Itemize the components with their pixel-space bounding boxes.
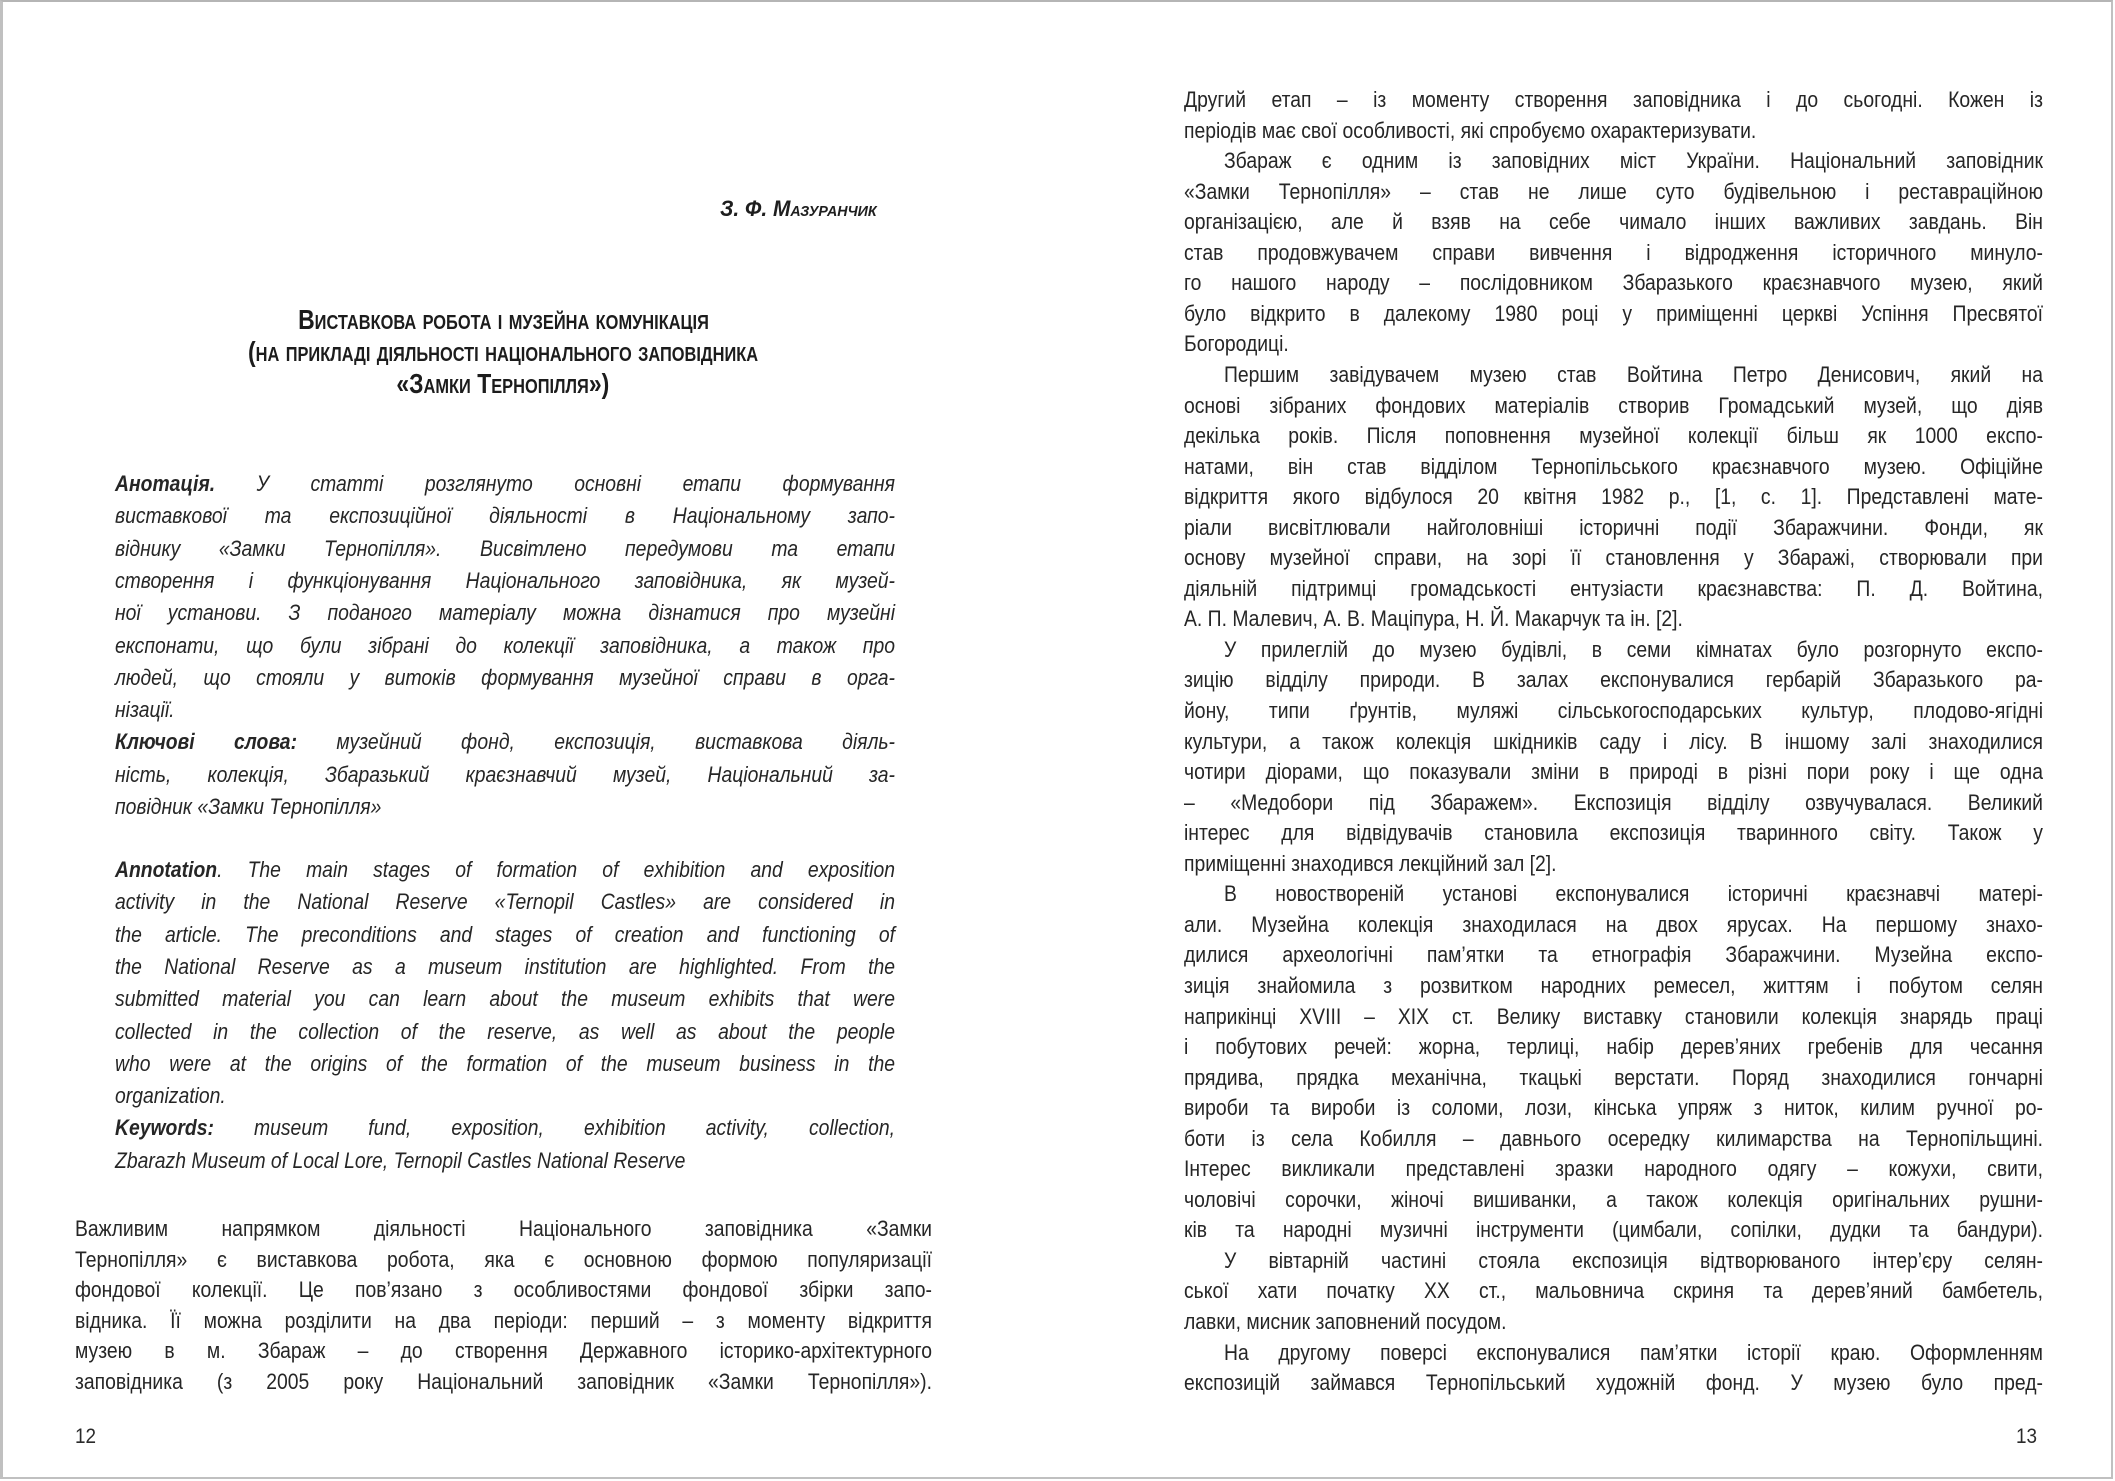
body-line: У вівтарній частині стояла експозиція відтворюваного інтер’єру селян-	[1224, 1247, 2043, 1273]
page-number-left: 12	[75, 1425, 97, 1448]
body-line: Першим завідувачем музею став Войтина Петро Денисович, який на	[1224, 361, 2043, 387]
body-line: У прилеглій до музею будівлі, в семи кімнатах було розгорнуто експо-	[1224, 636, 2043, 662]
body-line: В новоствореній установі експонувалися історичні краєзнавчі матері-	[1224, 881, 2043, 907]
body-line: прядива, прядка механічна, ткацькі верстати. Поряд знаходилися гончарні	[1184, 1064, 2043, 1090]
body-line: основі зібраних фондових матеріалів створив Громадський музей, що діяв	[1184, 392, 2043, 418]
keywords-en-line: Zbarazh Museum of Local Lore, Ternopil Castles National Reserve	[115, 1147, 686, 1173]
keywords-ua-line	[115, 727, 895, 757]
keywords-ua-label: Ключові слова:	[115, 729, 298, 755]
body-line: йону, типи ґрунтів, муляжі сільськогосподарських культур, плодово-ягідні	[1184, 698, 2043, 723]
section-text: У статті розглянуто основні етапи формування	[215, 471, 895, 496]
body-line: діяльній підтримці громадськості ентузіасти краєзнавства: П. Д. Войтина,	[1184, 575, 2043, 601]
body-line: фондової колекції. Це пов’язано з особливостями фондової збірки запо-	[75, 1277, 932, 1302]
body-line: натами, він став відділом Тернопільського краєзнавчого музею. Офіційне	[1184, 453, 2043, 479]
body-line: боти із села Кобилля – давнього осередку килимарства на Тернопільщині.	[1184, 1125, 2043, 1151]
right-page	[1060, 2, 2115, 1477]
annotation-ua-line: виставкової та експозиційної діяльності в Національному запо-	[115, 503, 895, 529]
body-line: ріали висвітлювали найголовніші історичні події Збаражчини. Фонди, як	[1184, 514, 2043, 540]
keywords-en-label: Keywords:	[115, 1115, 214, 1141]
body-line: відкриття якого відбулося 20 квітня 1982 р., [1, с. 1]. Представлені мате-	[1184, 484, 2043, 510]
page-number-right: 13	[2016, 1425, 2038, 1448]
annotation-en-line: activity in the National Reserve «Ternopil Castles» are considered in	[115, 889, 895, 915]
body-line: али. Музейна колекція знаходилася на двох ярусах. На першому знахо-	[1184, 911, 2043, 937]
body-line: експозицій займався Тернопільський художній фонд. У музею було пред-	[1184, 1370, 2043, 1396]
body-line: основу музейної справи, на зорі її становлення у Збаражі, створювали при	[1184, 545, 2043, 571]
body-line: ської хати початку ХХ ст., мальовнича скриня та дерев’яний бамбетель,	[1184, 1278, 2043, 1304]
section-text: museum fund, exposition, exhibition activity, collection,	[213, 1115, 895, 1141]
body-line: Богородиці.	[1184, 331, 1289, 357]
body-line: інтерес для відвідувачів становила експозиція тваринного світу. Також у	[1184, 820, 2043, 846]
article-title-line-2: (на прикладі діяльності національного заповідника	[247, 336, 759, 367]
body-line: зицію відділу природи. В залах експонувалися гербарій Збаразького ра-	[1184, 667, 2043, 693]
body-line: відника. Її можна розділити на два періоди: перший – з моменту відкриття	[75, 1307, 932, 1333]
annotation-ua-line: ної установи. З поданого матеріалу можна дізнатися про музейні	[115, 600, 895, 626]
body-line: культури, а також колекція шкідників саду і лісу. В іншому залі знаходилися	[1184, 728, 2043, 754]
annotation-en-line: collected in the collection of the reserve, as well as about the people	[115, 1018, 895, 1044]
body-line: ків та народні музичні інструменти (цимбали, сопілки, дудки та бандури).	[1184, 1217, 2043, 1243]
annotation-ua-line: експонати, що були зібрані до колекції заповідника, а також про	[115, 632, 895, 658]
body-line: Інтерес викликали представлені зразки народного одягу – кожухи, свити,	[1184, 1156, 2043, 1182]
article-title-line-3: «Замки Тернопілля»)	[396, 368, 610, 399]
section-text: . The main stages of formation of exhibition and exposition	[217, 857, 895, 882]
article-title-line-1: Виставкова робота і музейна комунікація	[297, 304, 709, 335]
body-line: «Замки Тернопілля» – став не лише суто будівельною і реставраційною	[1184, 178, 2043, 204]
annotation-ua-label: Анотація.	[115, 471, 216, 496]
body-line: Другий етап – із моменту створення заповідника і до сьогодні. Кожен із	[1184, 87, 2043, 112]
body-line: А. П. Малевич, А. В. Маціпура, Н. Й. Макарчук та ін. [2].	[1184, 606, 1683, 632]
annotation-ua-line: створення і функціонування Національного заповідника, як музей-	[115, 567, 895, 593]
body-line: наприкінці XVIII – XIX ст. Велику виставку становили колекція знарядь праці	[1184, 1003, 2043, 1029]
annotation-en-line: submitted material you can learn about the museum exhibits that were	[115, 986, 895, 1012]
body-line: дилися археологічні пам’ятки та етнографія Збаражчини. Музейна експо-	[1184, 942, 2043, 968]
article-author: З. Ф. Мазуранчик	[720, 196, 877, 221]
body-line: Збараж є одним із заповідних міст України. Національний заповідник	[1224, 148, 2043, 174]
body-line: На другому поверсі експонувалися пам’ятки історії краю. Оформленням	[1224, 1339, 2043, 1365]
annotation-ua-line: нізації.	[115, 697, 175, 723]
body-line: і побутових речей: жорна, терлиці, набір дерев’яних гребенів для чесання	[1184, 1034, 2043, 1060]
body-line: чотири діорами, що показували зміни в природі в різні пори року і ще одна	[1184, 759, 2043, 785]
keywords-ua-line: повідник «Замки Тернопілля»	[115, 794, 382, 819]
keywords-en-line	[115, 1113, 895, 1143]
left-page	[3, 2, 1060, 1477]
annotation-en-line: organization.	[115, 1083, 226, 1109]
body-line: Тернопілля» є виставкова робота, яка є основною формою популяризації	[75, 1246, 932, 1272]
annotation-en-line: the National Reserve as a museum institution are highlighted. From the	[115, 953, 895, 979]
keywords-ua-line: ність, колекція, Збаразький краєзнавчий музей, Національний за-	[115, 761, 895, 787]
body-line: декілька років. Після поповнення музейної колекції більш як 1000 експо-	[1184, 423, 2043, 449]
body-line: Важливим напрямком діяльності Національного заповідника «Замки	[75, 1216, 932, 1241]
body-line: вироби та вироби із соломи, лози, кінська упряж з ниток, килим ручної ро-	[1184, 1095, 2043, 1121]
body-line: – «Медобори під Збаражем». Експозиція відділу озвучувалася. Великий	[1184, 789, 2043, 815]
section-text: музейний фонд, експозиція, виставкова діяль-	[297, 729, 895, 755]
annotation-ua-line: людей, що стояли у витоків формування музейної справи в орга-	[115, 664, 895, 690]
annotation-en-line: who were at the origins of the formation of the museum business in the	[115, 1050, 895, 1076]
body-line: чоловічі сорочки, жіночі вишиванки, а також колекція оригінальних рушни-	[1184, 1186, 2043, 1212]
body-line: музею в м. Збараж – до створення Державного історико-архітектурного	[75, 1338, 932, 1363]
annotation-en-label: Annotation	[115, 857, 218, 882]
body-line: лавки, мисник заповнений посудом.	[1184, 1309, 1507, 1334]
annotation-ua-line: віднику «Замки Тернопілля». Висвітлено передумови та етапи	[115, 535, 895, 561]
body-line: заповідника (з 2005 року Національний заповідник «Замки Тернопілля»).	[75, 1368, 932, 1394]
annotation-en-line	[115, 855, 895, 885]
body-line: періодів має свої особливості, які спробуємо охарактеризувати.	[1184, 117, 1757, 143]
body-line: організацією, але й взяв на себе чимало інших важливих завдань. Він	[1184, 209, 2043, 235]
body-line: зиція знайомила з розвитком народних ремесел, життям і побутом селян	[1184, 972, 2043, 998]
body-line: було відкрито в далекому 1980 році у приміщенні церкві Успіння Пресвятої	[1184, 300, 2043, 326]
body-line: став продовжувачем справи вивчення і відродження історичного минуло-	[1184, 239, 2043, 265]
annotation-en-line: the article. The preconditions and stages of creation and functioning of	[115, 921, 895, 947]
annotation-ua-line	[115, 469, 895, 499]
body-line: приміщенні знаходився лекційний зал [2].	[1184, 850, 1557, 876]
body-line: го нашого народу – послідовником Збаразького краєзнавчого музею, який	[1184, 270, 2043, 296]
